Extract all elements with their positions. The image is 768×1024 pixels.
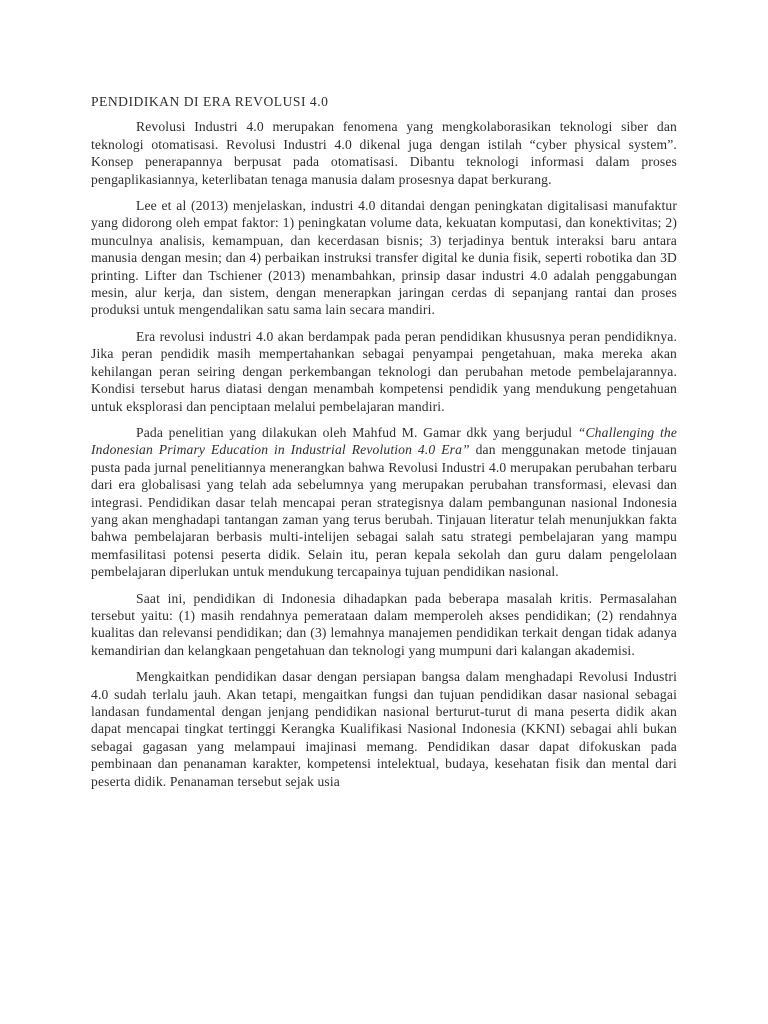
page-title: PENDIDIKAN DI ERA REVOLUSI 4.0	[91, 94, 329, 109]
paragraph-gamar-body: dan menggunakan metode tinjauan pusta pada jurnal penelitiannya menerangkan bahwa Revolusi Industri 4.0 merupakan perubahan terbaru dari era globalisasi yang telah ada sebelumnya yang merupakan perubahan transformasi, elevasi dan integrasi. Pendidikan dasar telah mencapai peran strategisnya dalam pembangunan nasional Indonesia yang akan menghadapi tantangan zaman yang terus berubah. Tinjauan literatur telah menunjukkan fakta bahwa pembelajaran berbasis multi-intelijen sebagai salah satu strategi pembelajaran yang mampu memfasilitasi potensi peserta didik. Selain itu, peran kepala sekolah dan guru dalam pengelolaan pembelajaran diperlukan untuk mendukung tercapainya tujuan pendidikan nasional.	[91, 442, 677, 580]
paragraph-lee-et-al: Lee et al (2013) menjelaskan, industri 4.0 ditandai dengan peningkatan digitalisasi manufaktur yang didorong oleh empat faktor: 1) peningkatan volume data, kekuatan komputasi, dan konektivitas; 2) munculnya analisis, kemampuan, dan kecerdasan bisnis; 3) terjadinya bentuk interaksi baru antara manusia dengan mesin; dan 4) perbaikan instruksi transfer digital ke dunia fisik, seperti robotika dan 3D printing. Lifter dan Tschiener (2013) menambahkan, prinsip dasar industri 4.0 adalah penggabungan mesin, alur kerja, dan sistem, dengan menerapkan jaringan cerdas di sepanjang rantai dan proses produksi untuk mengendalikan satu sama lain secara mandiri.	[91, 198, 677, 318]
paragraph-pendidikan-dasar: Mengkaitkan pendidikan dasar dengan persiapan bangsa dalam menghadapi Revolusi Industri 4.0 sudah terlalu jauh. Akan tetapi, mengaitkan fungsi dan tujuan pendidikan dasar nasional sebagai landasan fundamental dengan jenjang pendidikan nasional berturut-turut di mana peserta didik akan dapat mencapai tingkat tertinggi Kerangka Kualifikasi Nasional Indonesia (KKNI) sebagai ahli bukan sebagai gagasan yang melampaui imajinasi memang. Pendidikan dasar dapat difokuskan pada pembinaan dan penanaman karakter, kompetensi intelektual, budaya, kesehatan fisik dan mental dari peserta didik. Penanaman tersebut sejak usia	[91, 669, 677, 789]
paragraph-penelitian-gamar	[91, 424, 677, 581]
paragraph-peran-pendidik: Era revolusi industri 4.0 akan berdampak pada peran pendidikan khususnya peran pendidiknya. Jika peran pendidik masih mempertahankan sebagai penyampai pengetahuan, maka mereka akan kehilangan peran seiring dengan perkembangan teknologi dan perubahan metode pembelajarannya. Kondisi tersebut harus diatasi dengan menambah kompetensi pendidik yang mendukung pengetahuan untuk eksplorasi dan penciptaan melalui pembelajaran mandiri.	[91, 328, 677, 414]
paragraph-revolusi-industri: Revolusi Industri 4.0 merupakan fenomena yang mengkolaborasikan teknologi siber dan teknologi otomatisasi. Revolusi Industri 4.0 dikenal juga dengan istilah “cyber physical system”. Konsep penerapannya berpusat pada otomatisasi. Dibantu teknologi informasi dalam proses pengaplikasiannya, keterlibatan tenaga manusia dalam prosesnya dapat berkurang.	[91, 119, 677, 187]
paragraph-gamar-intro: Pada penelitian yang dilakukan oleh Mahfud M. Gamar dkk yang berjudul	[136, 424, 578, 440]
document-body	[91, 93, 677, 799]
paragraph-masalah-kritis: Saat ini, pendidikan di Indonesia dihadapkan pada beberapa masalah kritis. Permasalahan tersebut yaitu: (1) masih rendahnya pemerataan dalam memperoleh akses pendidikan; (2) rendahnya kualitas dan relevansi pendidikan; dan (3) lemahnya manajemen pendidikan terkait dengan tidak adanya kemandirian dan kelangkaan pengetahuan dan teknologi yang mumpuni dari kalangan akademisi.	[91, 590, 677, 658]
study-title-italic: “Challenging the Indonesian Primary Education in Industrial Revolution 4.0 Era”	[91, 424, 677, 458]
